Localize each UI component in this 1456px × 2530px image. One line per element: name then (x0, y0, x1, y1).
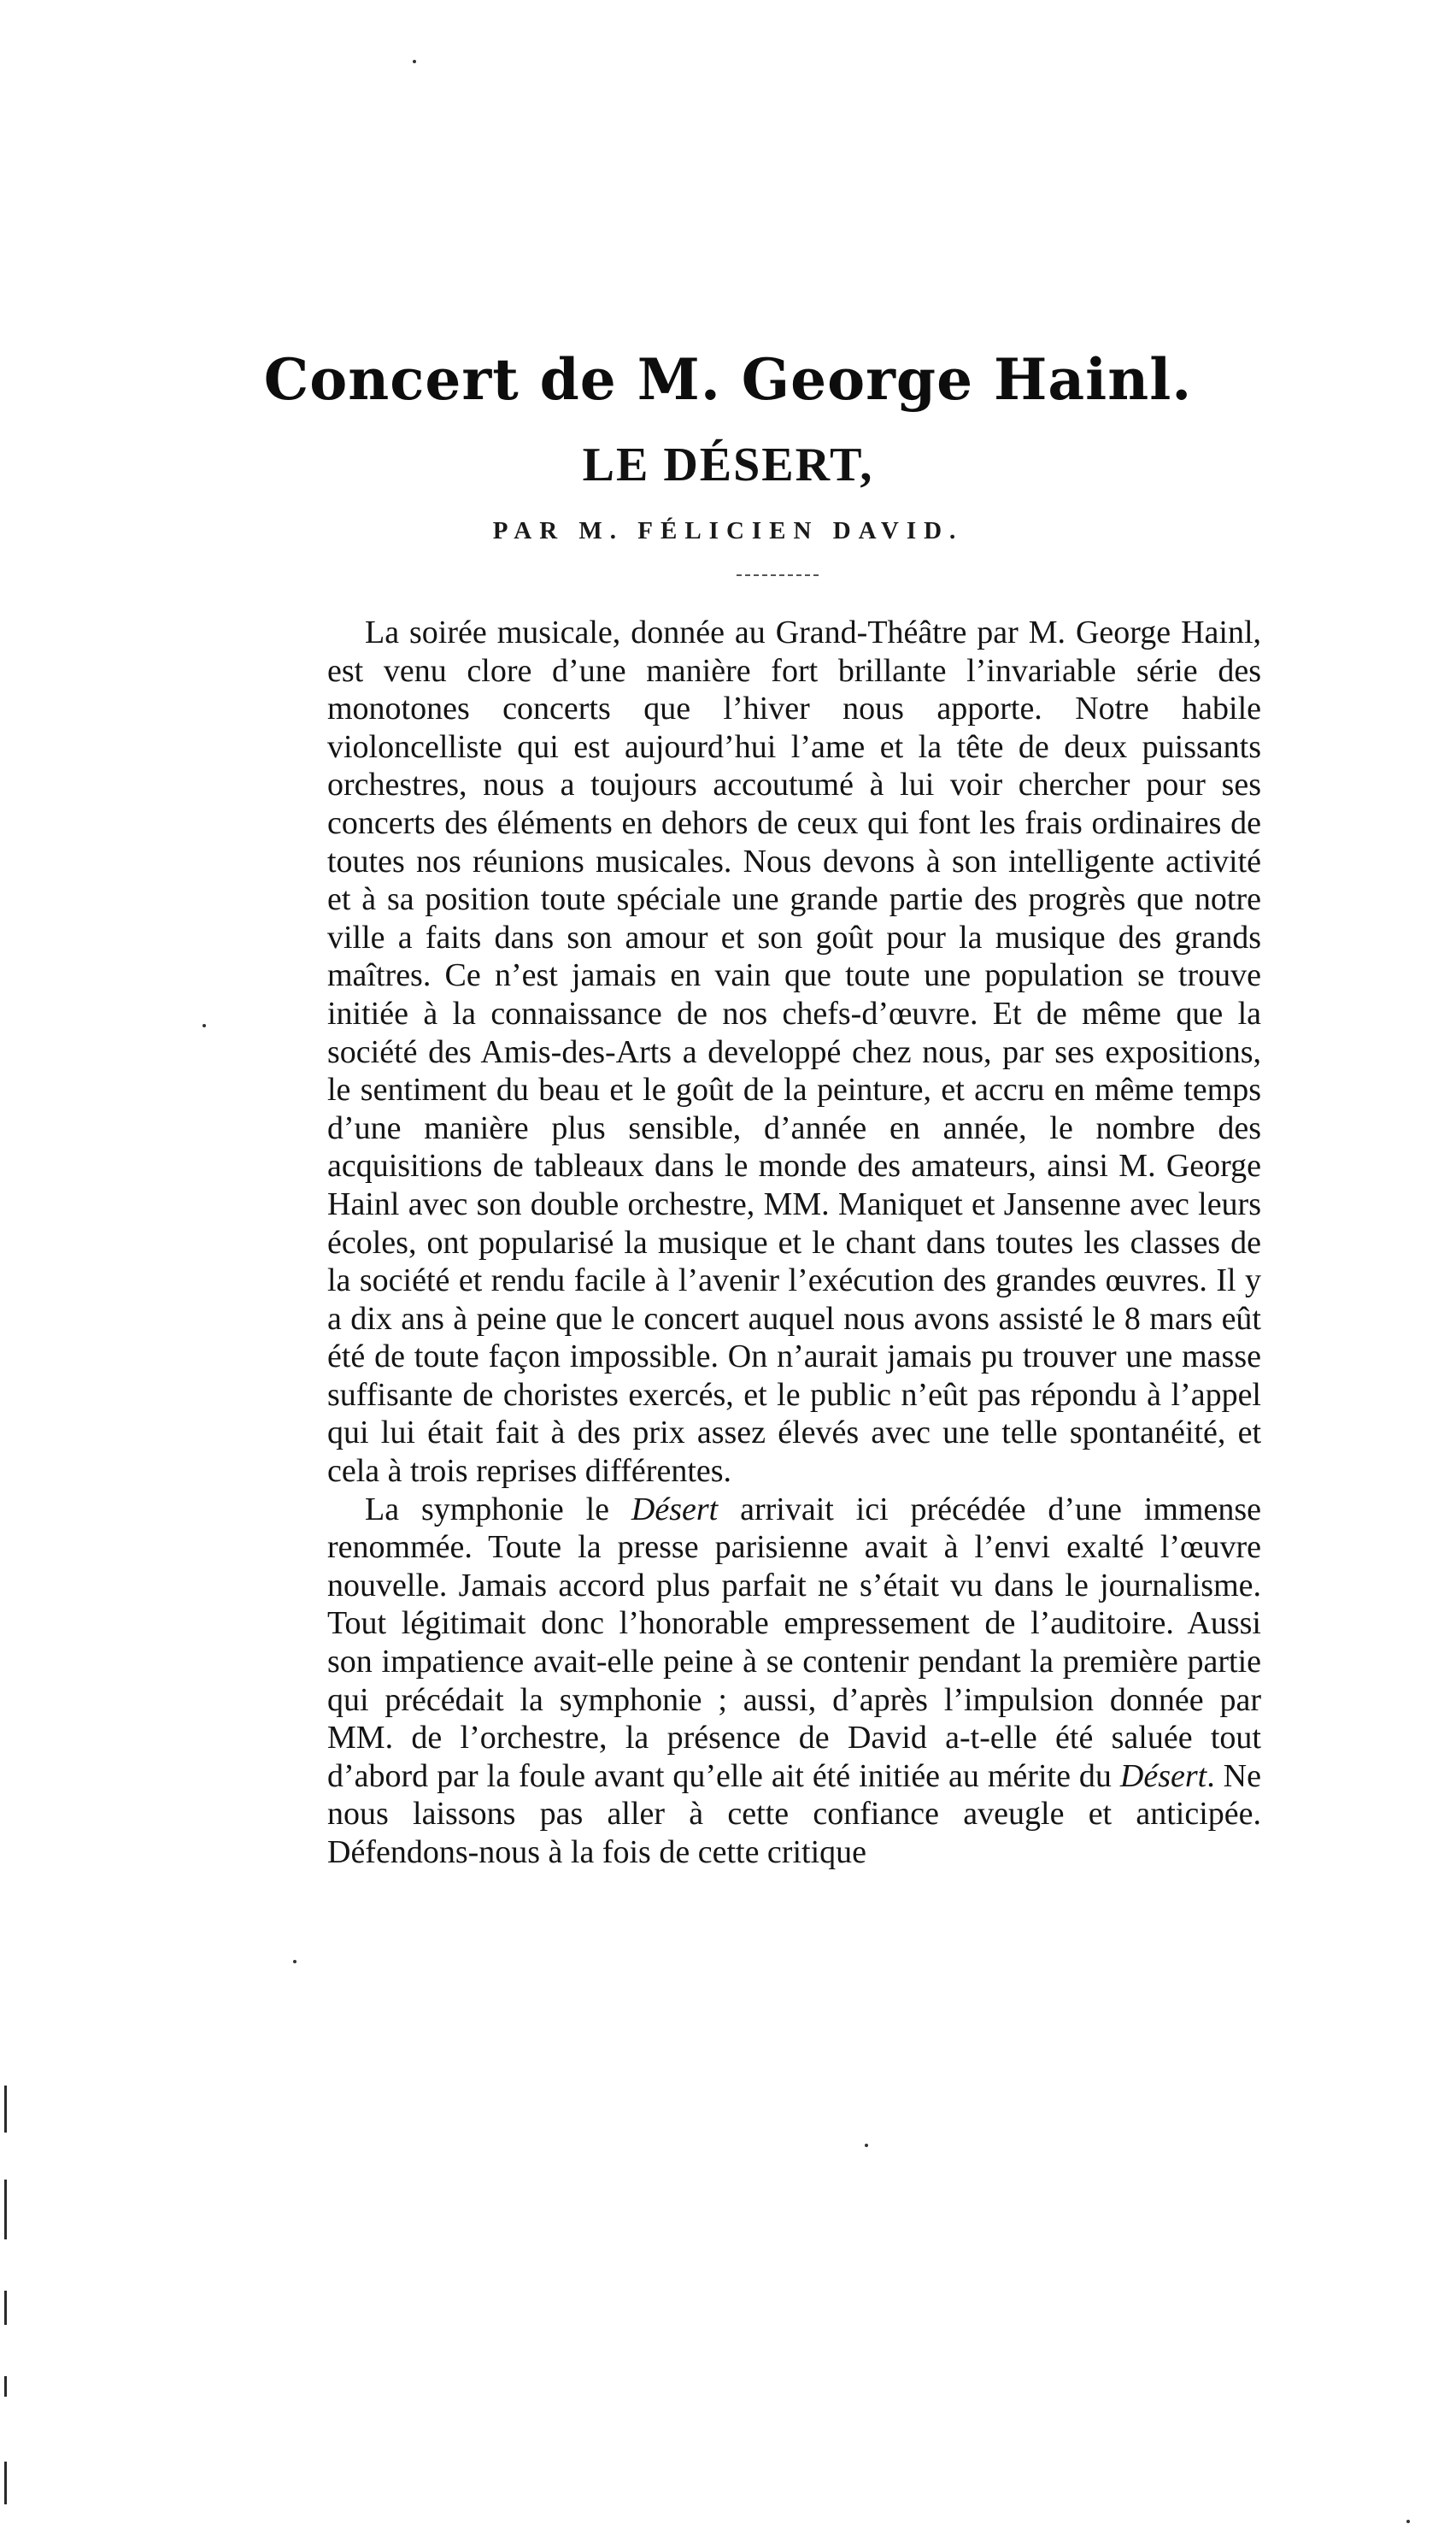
article-subtitle: LE DÉSERT, (582, 438, 874, 491)
scan-margin-mark (4, 2462, 7, 2504)
paragraph-1: La soirée musicale, donnée au Grand-Théâtre par M. George Hainl, est venu clore d’une manière fort brillante l’invariable série des monotones concerts que l’hiver nous apporte. Notre habile violoncelliste qui est aujourd’hui l’ame et la tête de deux puissants orchestres, nous a toujours accoutumé à lui voir chercher pour ses concerts des éléments en dehors de ceux qui font les frais ordinaires de toutes nos réunions musicales. Nous devons à son intelligente activité et à sa position toute spéciale une grande partie des progrès que notre ville a faits dans son amour et son goût pour la musique des grands maîtres. Ce n’est jamais en vain que toute une population se trouve initiée à la connaissance de nos chefs-d’œuvre. Et de même que la société des Amis-des-Arts a developpé chez nous, par ses expositions, le sentiment du beau et le goût de la peinture, et accru en même temps d’une manière plus sensible, d’année en année, le nombre des acquisitions de tableaux dans le monde des amateurs, ainsi M. George Hainl avec son double orchestre, MM. Maniquet et Jansenne avec leurs écoles, ont popularisé la musique et le chant dans toutes les classes de la société et rendu facile à l’avenir l’exécution des grandes œuvres. Il y a dix ans à peine que le concert auquel nous avons assisté le 8 mars eût été de toute façon impossible. On n’aurait jamais pu trouver une masse suffisante de choristes exercés, et le public n’eût pas répondu à l’appel qui lui était fait à des prix assez élevés avec une telle spontanéité, et cela à trois reprises différentes. (327, 615, 1261, 1490)
scan-margin-mark (4, 2180, 7, 2239)
paragraph-2-text-a: La symphonie le (365, 1491, 631, 1527)
title-separator (737, 574, 819, 576)
scan-margin-mark (4, 2086, 7, 2133)
scan-dust-dot (203, 1024, 206, 1027)
paragraph-2-italic-title-2: Désert (1119, 1757, 1207, 1794)
paragraph-2-italic-title-1: Désert (631, 1491, 719, 1527)
scan-dust-dot (1406, 2520, 1410, 2523)
scan-dust-dot (865, 2144, 868, 2147)
scan-margin-mark (4, 2291, 7, 2325)
scan-dust-dot (293, 1960, 296, 1963)
paragraph-2 (327, 1491, 1261, 1872)
paragraph-2-text-c: . Ne nous laissons pas aller à cette confiance aveugle et anticipée. Défendons-nous à la fois de cette critique (327, 1757, 1261, 1870)
scan-margin-mark (4, 2376, 7, 2397)
scan-dust-dot (413, 60, 416, 63)
article-body (327, 614, 1261, 1872)
page-title: Concert de M. George Hainl. (263, 346, 1193, 413)
article-byline: PAR M. FÉLICIEN DAVID. (492, 517, 964, 544)
paragraph-2-text-b: arrivait ici précédée d’une immense renommée. Toute la presse parisienne avait à l’envi exalté l’œuvre nouvelle. Jamais accord plus parfait ne s’était vu dans le journalisme. Tout légitimait donc l’honorable empressement de l’auditoire. Aussi son impatience avait-elle peine à se contenir pendant la première partie qui précédait la symphonie ; aussi, d’après l’impulsion donnée par MM. de l’orchestre, la présence de David a-t-elle été saluée tout d’abord par la foule avant qu’elle ait été initiée au mérite du (327, 1491, 1261, 1794)
